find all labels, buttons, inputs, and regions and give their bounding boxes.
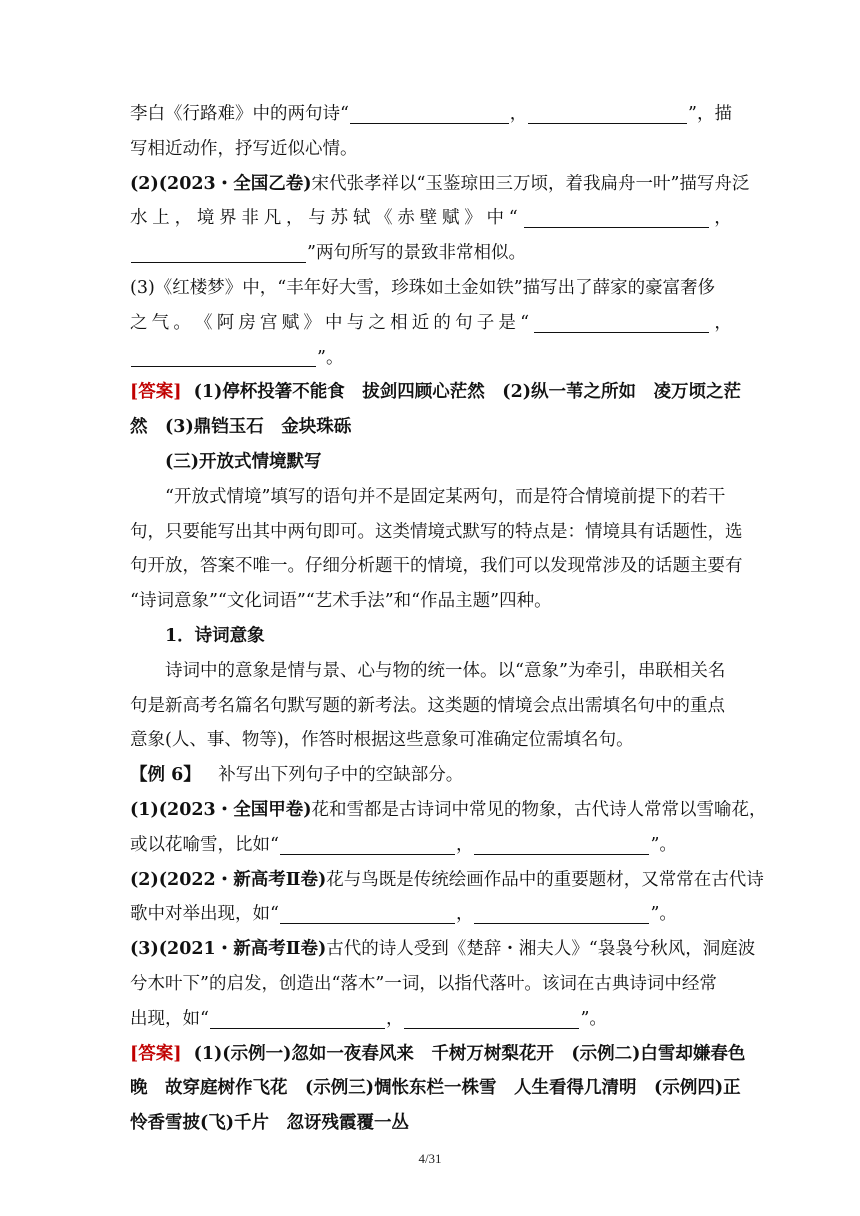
text-char: 》 xyxy=(303,312,321,333)
text: 出现，如“ xyxy=(130,1008,209,1029)
text: ”。 xyxy=(650,904,677,925)
text: ， xyxy=(714,208,732,229)
question-source: (2)(2023・全国乙卷) xyxy=(130,173,312,194)
text: 或以花喻雪，比如“ xyxy=(130,834,279,855)
answer-line xyxy=(130,1071,741,1106)
text-char: 非 xyxy=(241,208,259,229)
text: ， xyxy=(509,104,528,124)
text-char: 句 xyxy=(455,312,473,333)
text-line xyxy=(130,584,732,619)
text: “开放式情境”填写的语句并不是固定某两句，而是符合情境前提下的若干 xyxy=(165,486,726,507)
answer-line xyxy=(130,1106,732,1141)
text-char: 境 xyxy=(196,208,215,229)
answer-text: 然 (3)鼎铛玉石 金块珠砾 xyxy=(130,417,352,438)
text: ”。 xyxy=(317,347,344,368)
text-char: 轼 xyxy=(352,208,371,229)
question-line xyxy=(130,932,756,967)
answer-blank xyxy=(131,244,306,263)
section-heading xyxy=(130,445,732,480)
text-char: 凡 xyxy=(263,208,282,229)
text-char: 之 xyxy=(130,312,148,333)
heading-text: (三)开放式情境默写 xyxy=(165,451,322,472)
subsection-heading xyxy=(130,619,732,654)
answer-blank xyxy=(350,105,509,124)
text-char: 中 xyxy=(325,312,343,333)
answer-text: (1)停杯投箸不能食 拔剑四顾心茫然 (2)纵一苇之所如 凌万顷之茫 xyxy=(193,382,742,403)
question-source: (1)(2023・全国甲卷) xyxy=(130,799,312,820)
text-char: 赋 xyxy=(441,208,460,229)
text: 宋代张孝祥以“玉鉴琼田三万顷，着我扁舟一叶”描写舟泛 xyxy=(311,173,750,194)
text: 句开放，答案不唯一。仔细分析题干的情境，我们可以发现常涉及的话题主要有 xyxy=(130,556,743,577)
answer-text: 怜香雪披(飞)千片 忽讶残霞覆一丛 xyxy=(130,1113,410,1134)
text-char: ， xyxy=(174,208,193,229)
example-label: 【例 6】 xyxy=(130,765,201,786)
text-char: 阿 xyxy=(216,312,235,333)
text-line xyxy=(130,480,732,515)
text: 诗词中的意象是情与景、心与物的统一体。以“意象”为牵引，串联相关名 xyxy=(165,660,726,681)
text-line xyxy=(130,723,732,758)
text-line xyxy=(130,201,732,236)
answer-line xyxy=(130,1037,746,1072)
text-char: 子 xyxy=(476,312,495,333)
text: “诗词意象”“文化词语”“艺术手法”和“作品主题”四种。 xyxy=(130,591,552,612)
answer-blank xyxy=(474,836,649,855)
answer-blank xyxy=(210,1010,385,1029)
question-source: (3)(2021・新高考Ⅱ卷) xyxy=(130,939,327,960)
text-line xyxy=(130,549,743,584)
text-char: “ xyxy=(508,208,518,229)
text: 花和雪都是古诗词中常见的物象，古代诗人常常以雪喻花， xyxy=(311,799,767,820)
text-char: 《 xyxy=(375,208,393,229)
text-line xyxy=(130,689,732,724)
answer-blank xyxy=(280,905,455,924)
answer-blank xyxy=(528,105,687,124)
text-char: 上 xyxy=(152,208,170,229)
text-char: 赋 xyxy=(281,312,300,333)
text-line xyxy=(130,132,732,167)
answer-blank xyxy=(524,209,709,228)
text-char: “ xyxy=(520,312,530,333)
text: ”。 xyxy=(580,1008,607,1029)
text-line xyxy=(130,654,732,689)
text-line xyxy=(130,515,743,550)
text: 意象(人、事、物等)，作答时根据这些意象可准确定位需填名句。 xyxy=(130,730,634,751)
text: 句，只要能写出其中两句即可。这类情境式默写的特点是：情境具有话题性，选 xyxy=(130,521,743,542)
text-char: 相 xyxy=(390,312,408,333)
text-line xyxy=(130,967,732,1002)
answer-line xyxy=(130,410,732,445)
text-line xyxy=(130,236,732,271)
text: ， xyxy=(455,834,474,855)
question-line xyxy=(130,271,732,306)
heading-text: 1．诗词意象 xyxy=(165,625,265,646)
question-line xyxy=(130,167,750,202)
text: ”。 xyxy=(650,834,677,855)
answer-line xyxy=(130,375,742,410)
text-char: 之 xyxy=(368,312,386,333)
text: ”，描 xyxy=(688,104,732,124)
text-line xyxy=(130,828,732,863)
text-char: 宫 xyxy=(260,312,278,333)
example-heading xyxy=(130,758,732,793)
text-char: 》 xyxy=(464,208,482,229)
text-line xyxy=(130,97,732,132)
text-char: 的 xyxy=(433,312,451,333)
text: (3)《红楼梦》中，“丰年好大雪，珍珠如土金如铁”描写出了薛家的豪富奢侈 xyxy=(130,277,716,298)
answer-blank xyxy=(474,905,649,924)
text-char: 近 xyxy=(411,312,430,333)
text: ， xyxy=(385,1008,404,1029)
text: 句是新高考名篇名句默写题的新考法。这类题的情境会点出需填名句中的重点 xyxy=(130,695,725,716)
text-char: 。 xyxy=(173,312,191,333)
text-char: 《 xyxy=(195,312,213,333)
text: 花与鸟既是传统绘画作品中的重要题材，又常常在古代诗 xyxy=(326,869,764,890)
text: 古代的诗人受到《楚辞・湘夫人》“袅袅兮秋风，洞庭波 xyxy=(326,939,756,960)
text-char: 与 xyxy=(308,208,326,229)
text-char: 与 xyxy=(346,312,365,333)
text: 写相近动作，抒写近似心情。 xyxy=(130,138,358,159)
answer-blank xyxy=(131,348,316,367)
answer-text: (1)(示例一)忽如一夜春风来 千树万树梨花开 (示例二)白雪却嫌春色 xyxy=(193,1043,746,1064)
text: ， xyxy=(455,904,474,925)
text-char: 水 xyxy=(130,208,148,229)
text-char: 中 xyxy=(486,208,504,229)
text-line xyxy=(130,306,732,341)
text: 补写出下列句子中的空缺部分。 xyxy=(200,765,464,786)
document-page xyxy=(130,97,767,1141)
answer-blank xyxy=(534,314,709,333)
question-line xyxy=(130,863,764,898)
text-line xyxy=(130,897,732,932)
question-source: (2)(2022・新高考Ⅱ卷) xyxy=(130,869,327,890)
text: 歌中对举出现，如“ xyxy=(130,904,279,925)
text-char: 界 xyxy=(219,208,237,229)
answer-label: [答案] xyxy=(130,382,182,403)
page-number: 4/31 xyxy=(418,1151,442,1166)
question-line xyxy=(130,793,767,828)
text: 李白《行路难》中的两句诗“ xyxy=(130,104,349,124)
answer-label: [答案] xyxy=(130,1043,182,1064)
text-char: 气 xyxy=(151,312,170,333)
text-line xyxy=(130,1002,732,1037)
text-char: 赤 xyxy=(397,208,415,229)
text: 兮木叶下”的启发，创造出“落木”一词，以指代落叶。该词在古典诗词中经常 xyxy=(130,973,717,994)
text-char: 苏 xyxy=(330,208,349,229)
text-char: ， xyxy=(285,208,304,229)
text-char: 壁 xyxy=(419,208,438,229)
text-char: 房 xyxy=(238,312,256,333)
text: ， xyxy=(714,312,732,333)
text-char: 是 xyxy=(498,312,516,333)
answer-text: 晚 故穿庭树作飞花 (示例三)惆怅东栏一株雪 人生看得几清明 (示例四)正 xyxy=(130,1078,741,1099)
answer-blank xyxy=(280,836,455,855)
answer-blank xyxy=(404,1010,579,1029)
text: ”两句所写的景致非常相似。 xyxy=(307,243,526,264)
text-line xyxy=(130,341,732,376)
